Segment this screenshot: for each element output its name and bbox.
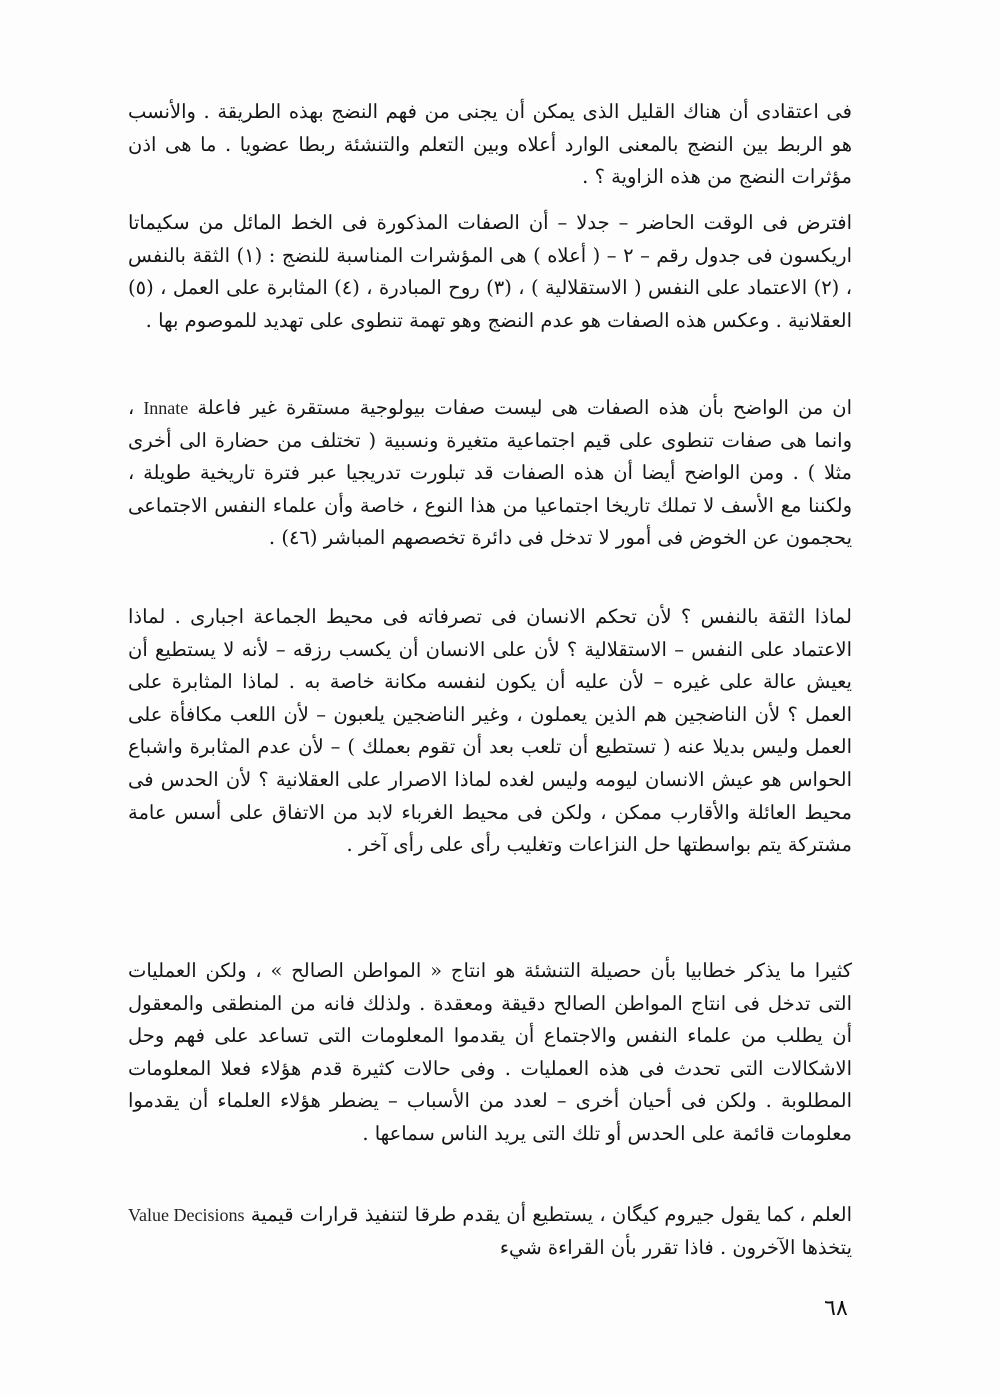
paragraph-3 bbox=[128, 392, 852, 555]
term-value-decisions: Value Decisions bbox=[128, 1205, 245, 1225]
paragraph-6 bbox=[128, 1199, 852, 1264]
term-innate: Innate bbox=[143, 398, 189, 418]
paragraph-1: فى اعتقادى أن هناك القليل الذى يمكن أن يجنى من فهم النضج بهذه الطريقة . والأنسب هو الربط بين النضج بالمعنى الوارد أعلاه وبين التعلم والتنشئة ربطا عضويا . ما هى اذن مؤثرات النضج من هذه الزاوية ؟ . bbox=[128, 100, 852, 189]
body-text-paragraph bbox=[128, 392, 852, 555]
page-number: ٦٨ bbox=[824, 1296, 848, 1321]
body-text-paragraph bbox=[128, 96, 852, 194]
body-text-paragraph bbox=[128, 1199, 852, 1264]
paragraph-3-before: ان من الواضح بأن هذه الصفات هى ليست صفات بيولوجية مستقرة غير فاعلة bbox=[197, 396, 852, 419]
paragraph-2: افترض فى الوقت الحاضر – جدلا – أن الصفات المذكورة فى الخط المائل من سكيماتا اريكسون فى جدول رقم – ٢ – ( أعلاه ) هى المؤشرات المناسبة للنضج : (١) الثقة بالنفس ، (٢) الاعتماد على النفس ( الاستقلالية ) ، (٣) روح المبادرة ، (٤) المثابرة على العمل ، (٥) العقلانية . وعكس هذه الصفات هو عدم النضج وهو تهمة تنطوى على تهديد للموصوم بها . bbox=[128, 211, 853, 332]
body-text-paragraph bbox=[128, 207, 852, 337]
body-text-paragraph bbox=[128, 601, 852, 862]
paragraph-6-after: يتخذها الآخرون . فاذا تقرر بأن القراءة شيء bbox=[499, 1235, 852, 1259]
paragraph-5: كثيرا ما يذكر خطابيا بأن حصيلة التنشئة هو انتاج « المواطن الصالح » ، ولكن العمليات التى تدخل فى انتاج المواطن الصالح دقيقة ومعقدة . ولذلك فانه من المنطقى والمعقول أن يطلب من علماء النفس والاجتماع أن يقدموا المعلومات التى تساعد على فهم وحل الاشكالات التى تحدث فى هذه العمليات . وفى حالات كثيرة قدم هؤلاء فعلا المعلومات المطلوبة . ولكن فى أحيان أخرى – لعدد من الأسباب – يضطر هؤلاء العلماء أن يقدموا معلومات قائمة على الحدس أو تلك التى يريد الناس سماعها . bbox=[128, 959, 852, 1145]
paragraph-4: لماذا الثقة بالنفس ؟ لأن تحكم الانسان فى تصرفاته فى محيط الجماعة اجبارى . لماذا الاعتماد على النفس – الاستقلالية ؟ لأن على الانسان أن يكسب رزقه – لأنه لا يستطيع أن يعيش عالة على غيره – لأن عليه أن يكون لنفسه مكانة خاصة به . لماذا المثابرة على العمل ؟ لأن الناضجين هم الذين يعملون ، وغير الناضجين يلعبون – لأن اللعب مكافأة على العمل وليس بديلا عنه ( تستطيع أن تلعب بعد أن تقوم بعملك ) – لأن عدم المثابرة واشباع الحواس هو عيش الانسان ليومه وليس لغده لماذا الاصرار على العقلانية ؟ لأن الحدس فى محيط العائلة والأقارب ممكن ، ولكن فى محيط الغرباء لابد من الاتفاق على أسس عامة مشتركة يتم بواسطتها حل النزاعات وتغليب رأى على رأى آخر . bbox=[128, 605, 852, 857]
paragraph-3-after: ، وانما هى صفات تنطوى على قيم اجتماعية متغيرة ونسبية ( تختلف من حضارة الى أخرى مثلا ) . ومن الواضح أيضا أن هذه الصفات قد تبلورت تدريجيا عبر فترة تاريخية طويلة ، ولكننا مع الأسف لا تملك تاريخا اجتماعيا من هذا النوع ، خاصة وأن علماء النفس الاجتماعى يحجمون عن الخوض فى أمور لا تدخل فى دائرة تخصصهم المباشر (٤٦) . bbox=[128, 396, 852, 550]
paragraph-6-before: العلم ، كما يقول جيروم كيگان ، يستطيع أن يقدم طرقا لتنفيذ قرارات قيمية bbox=[250, 1203, 852, 1226]
body-text-paragraph bbox=[128, 955, 852, 1151]
